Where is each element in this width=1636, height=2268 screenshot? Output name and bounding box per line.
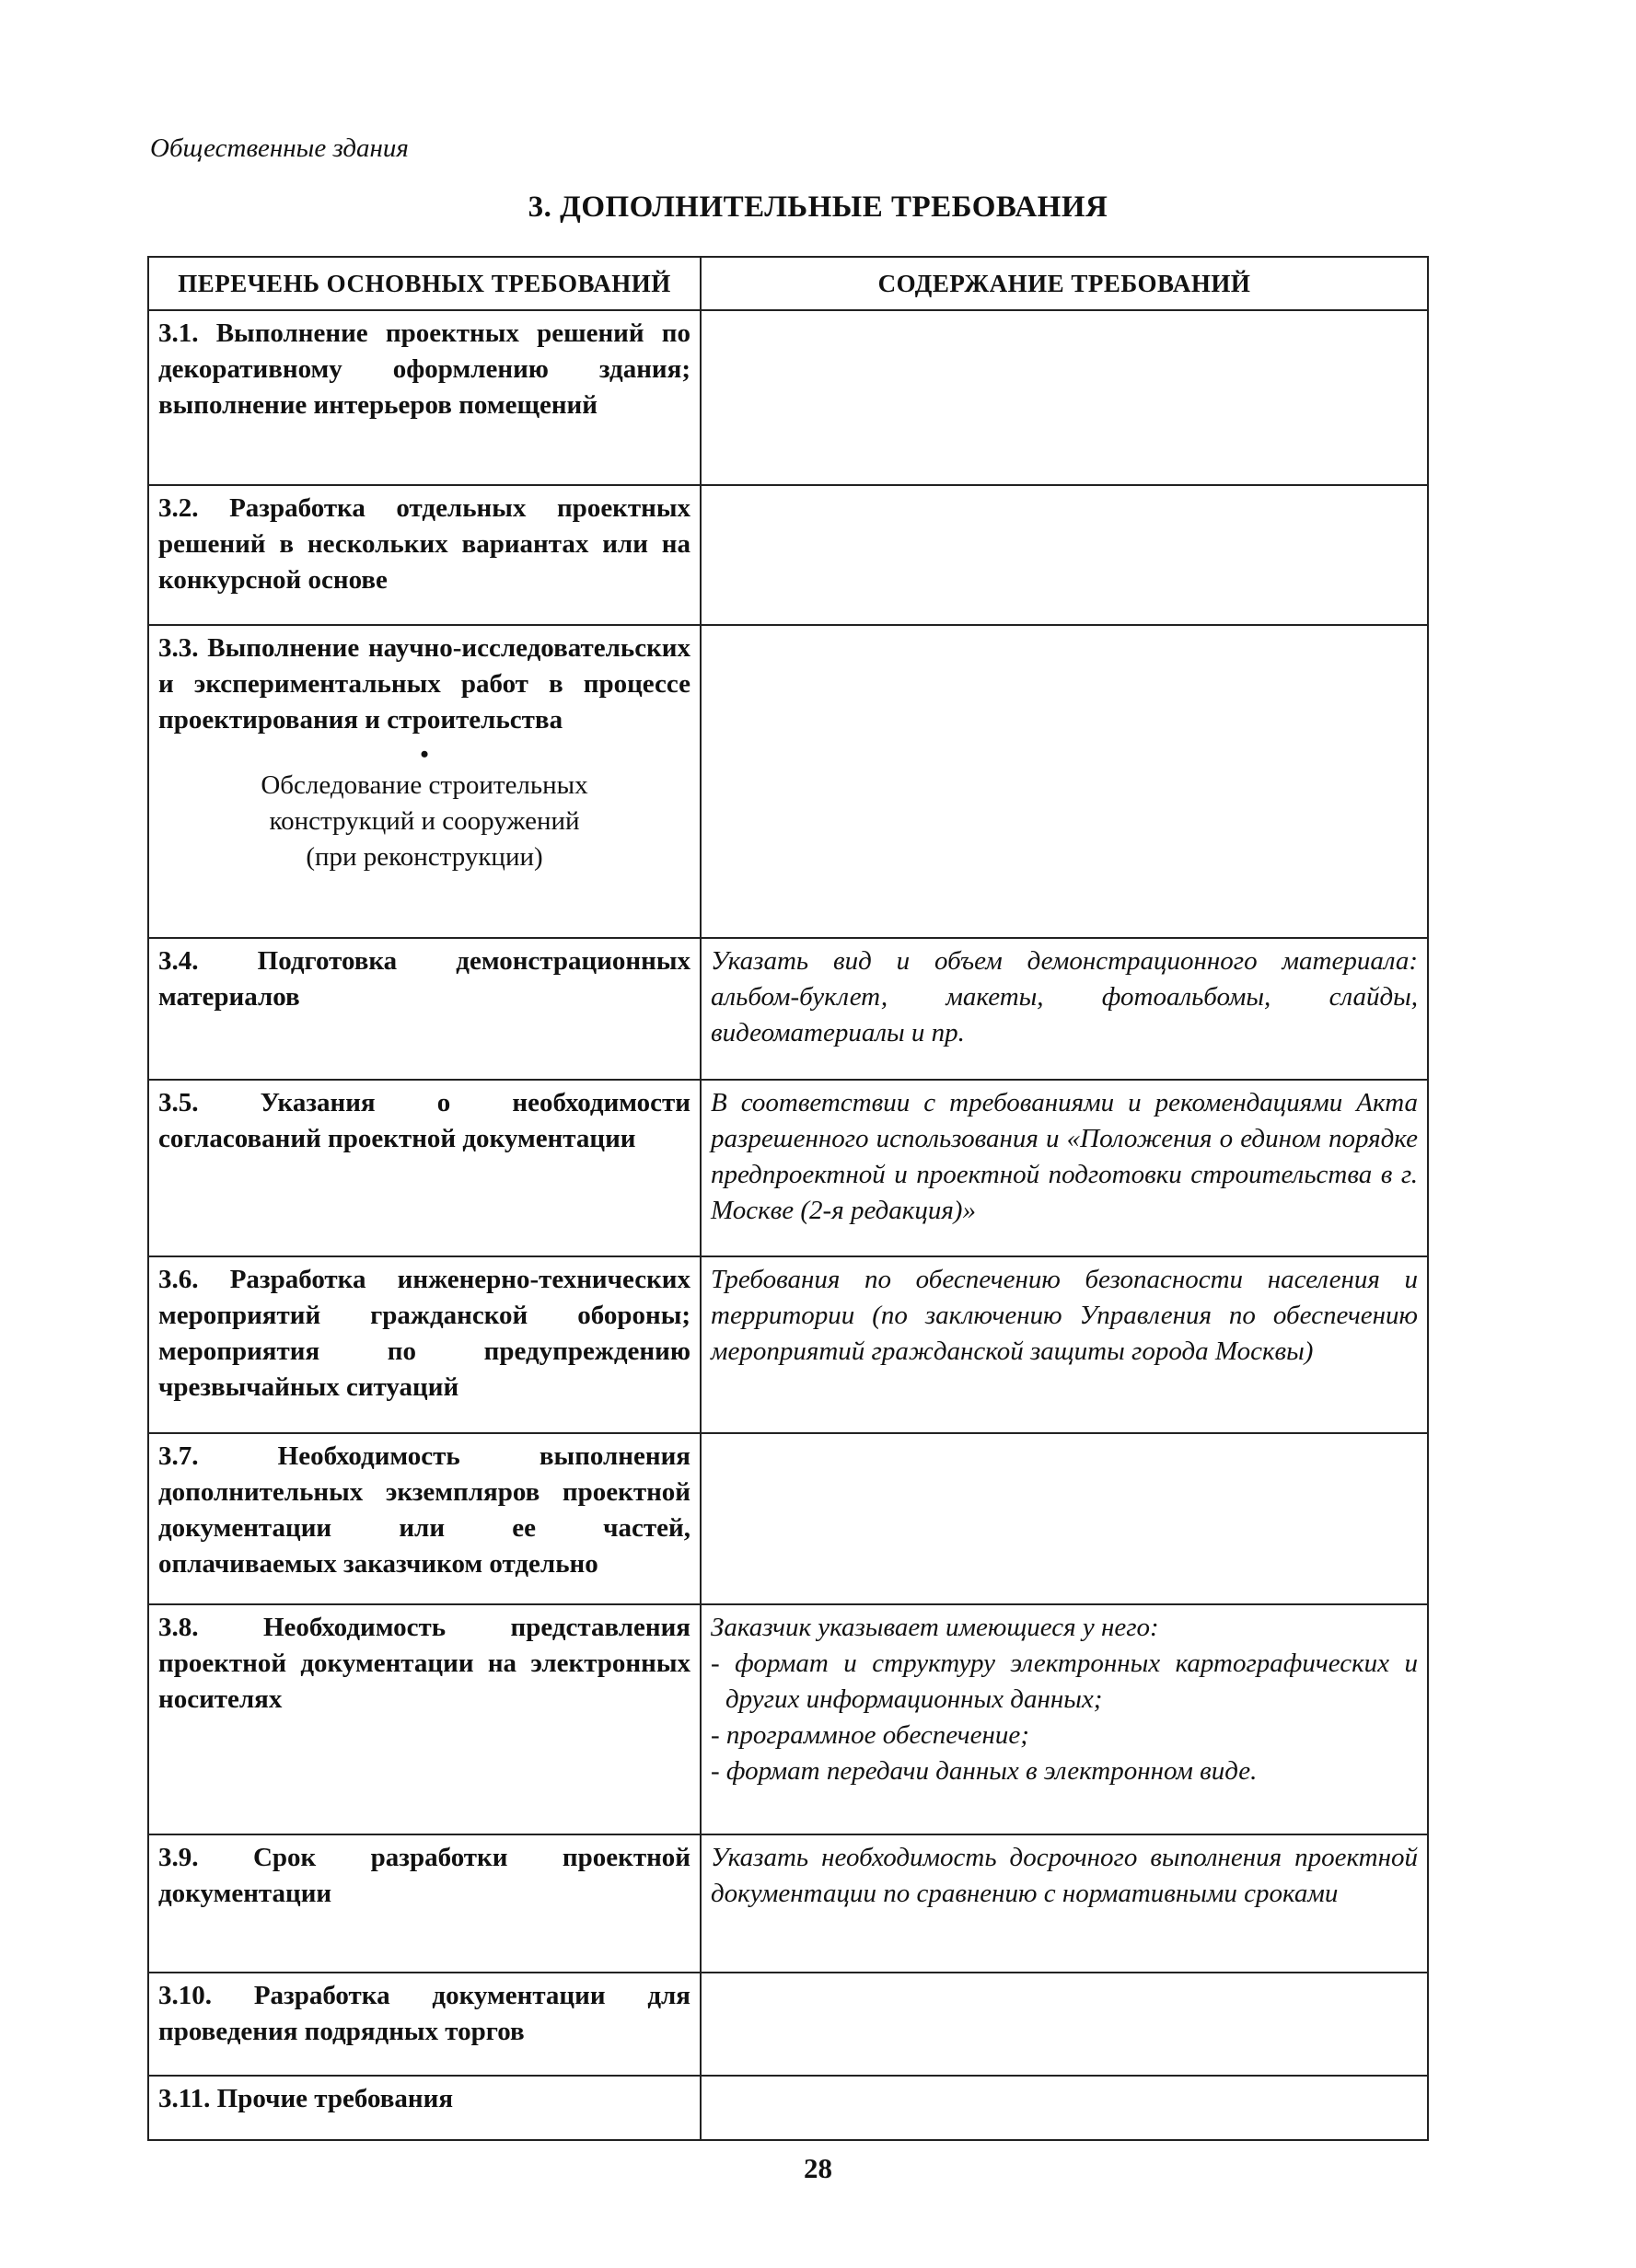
content-list-item: - программное обеспечение; (711, 1720, 1029, 1750)
content-cell (701, 310, 1428, 485)
table-row (148, 1973, 1428, 2076)
column-header-requirements: ПЕРЕЧЕНЬ ОСНОВНЫХ ТРЕБОВАНИЙ (148, 257, 701, 310)
table-row (148, 1256, 1428, 1433)
content-list-item: - формат и структуру электронных картографических и других информационных данных; (711, 1649, 1418, 1714)
column-header-content: СОДЕРЖАНИЕ ТРЕБОВАНИЙ (701, 257, 1428, 310)
requirement-cell: 3.9. Срок разработки проектной документации (148, 1834, 701, 1973)
content-cell (701, 625, 1428, 938)
requirement-cell: 3.11. Прочие требования (148, 2076, 701, 2140)
requirement-cell: 3.7. Необходимость выполнения дополнительных экземпляров проектной документации или ее частей, оплачиваемых заказчиком отдельно (148, 1433, 701, 1604)
requirement-note (158, 768, 690, 875)
content-cell: Указать вид и объем демонстрационного материала: альбом-буклет, макеты, фотоальбомы, слайды, видеоматериалы и пр. (701, 938, 1428, 1080)
content-cell (701, 485, 1428, 625)
content-cell (701, 2076, 1428, 2140)
table-row (148, 938, 1428, 1080)
table-row (148, 1433, 1428, 1604)
content-cell: Требования по обеспечению безопасности населения и территории (по заключению Управления по обеспечению мероприятий гражданской защиты города Москвы) (701, 1256, 1428, 1433)
requirement-cell: 3.2. Разработка отдельных проектных решений в нескольких вариантах или на конкурсной основе (148, 485, 701, 625)
content-cell: Указать необходимость досрочного выполнения проектной документации по сравнению с нормативными сроками (701, 1834, 1428, 1973)
requirement-cell: 3.1. Выполнение проектных решений по декоративному оформлению здания; выполнение интерьеров помещений (148, 310, 701, 485)
table-row (148, 1080, 1428, 1256)
table-row (148, 625, 1428, 938)
table-row (148, 485, 1428, 625)
requirement-cell: 3.10. Разработка документации для проведения подрядных торгов (148, 1973, 701, 2076)
requirement-cell: 3.5. Указания о необходимости согласований проектной документации (148, 1080, 701, 1256)
note-line: Обследование строительных (261, 770, 588, 800)
running-head: Общественные здания (150, 133, 409, 163)
note-line: (при реконструкции) (306, 842, 543, 872)
page-number: 28 (804, 2152, 832, 2184)
table-row (148, 310, 1428, 485)
requirement-cell: 3.8. Необходимость представления проектной документации на электронных носителях (148, 1604, 701, 1834)
requirement-cell: 3.6. Разработка инженерно-технических мероприятий гражданской обороны; мероприятия по предупреждению чрезвычайных ситуаций (148, 1256, 701, 1433)
table-row (148, 1834, 1428, 1973)
content-cell (701, 1604, 1428, 1834)
content-cell (701, 1433, 1428, 1604)
requirement-text: 3.3. Выполнение научно-исследовательских и экспериментальных работ в процессе проектирования и строительства (158, 633, 690, 735)
table-row (148, 1604, 1428, 1834)
content-cell: В соответствии с требованиями и рекомендациями Акта разрешенного использования и «Положения о едином порядке предпроектной и проектной подготовки строительства в г. Москве (2-я редакция)» (701, 1080, 1428, 1256)
note-line: конструкций и сооружений (269, 806, 580, 836)
requirement-cell: 3.4. Подготовка демонстрационных материалов (148, 938, 701, 1080)
section-title: 3. ДОПОЛНИТЕЛЬНЫЕ ТРЕБОВАНИЯ (528, 191, 1108, 224)
requirement-cell (148, 625, 701, 938)
table-row (148, 2076, 1428, 2140)
requirements-table (147, 256, 1429, 2141)
content-intro: Заказчик указывает имеющиеся у него: (711, 1613, 1159, 1642)
content-list-item: - формат передачи данных в электронном виде. (711, 1756, 1258, 1786)
table-header-row (148, 257, 1428, 310)
bullet-icon: • (420, 741, 429, 768)
content-cell (701, 1973, 1428, 2076)
